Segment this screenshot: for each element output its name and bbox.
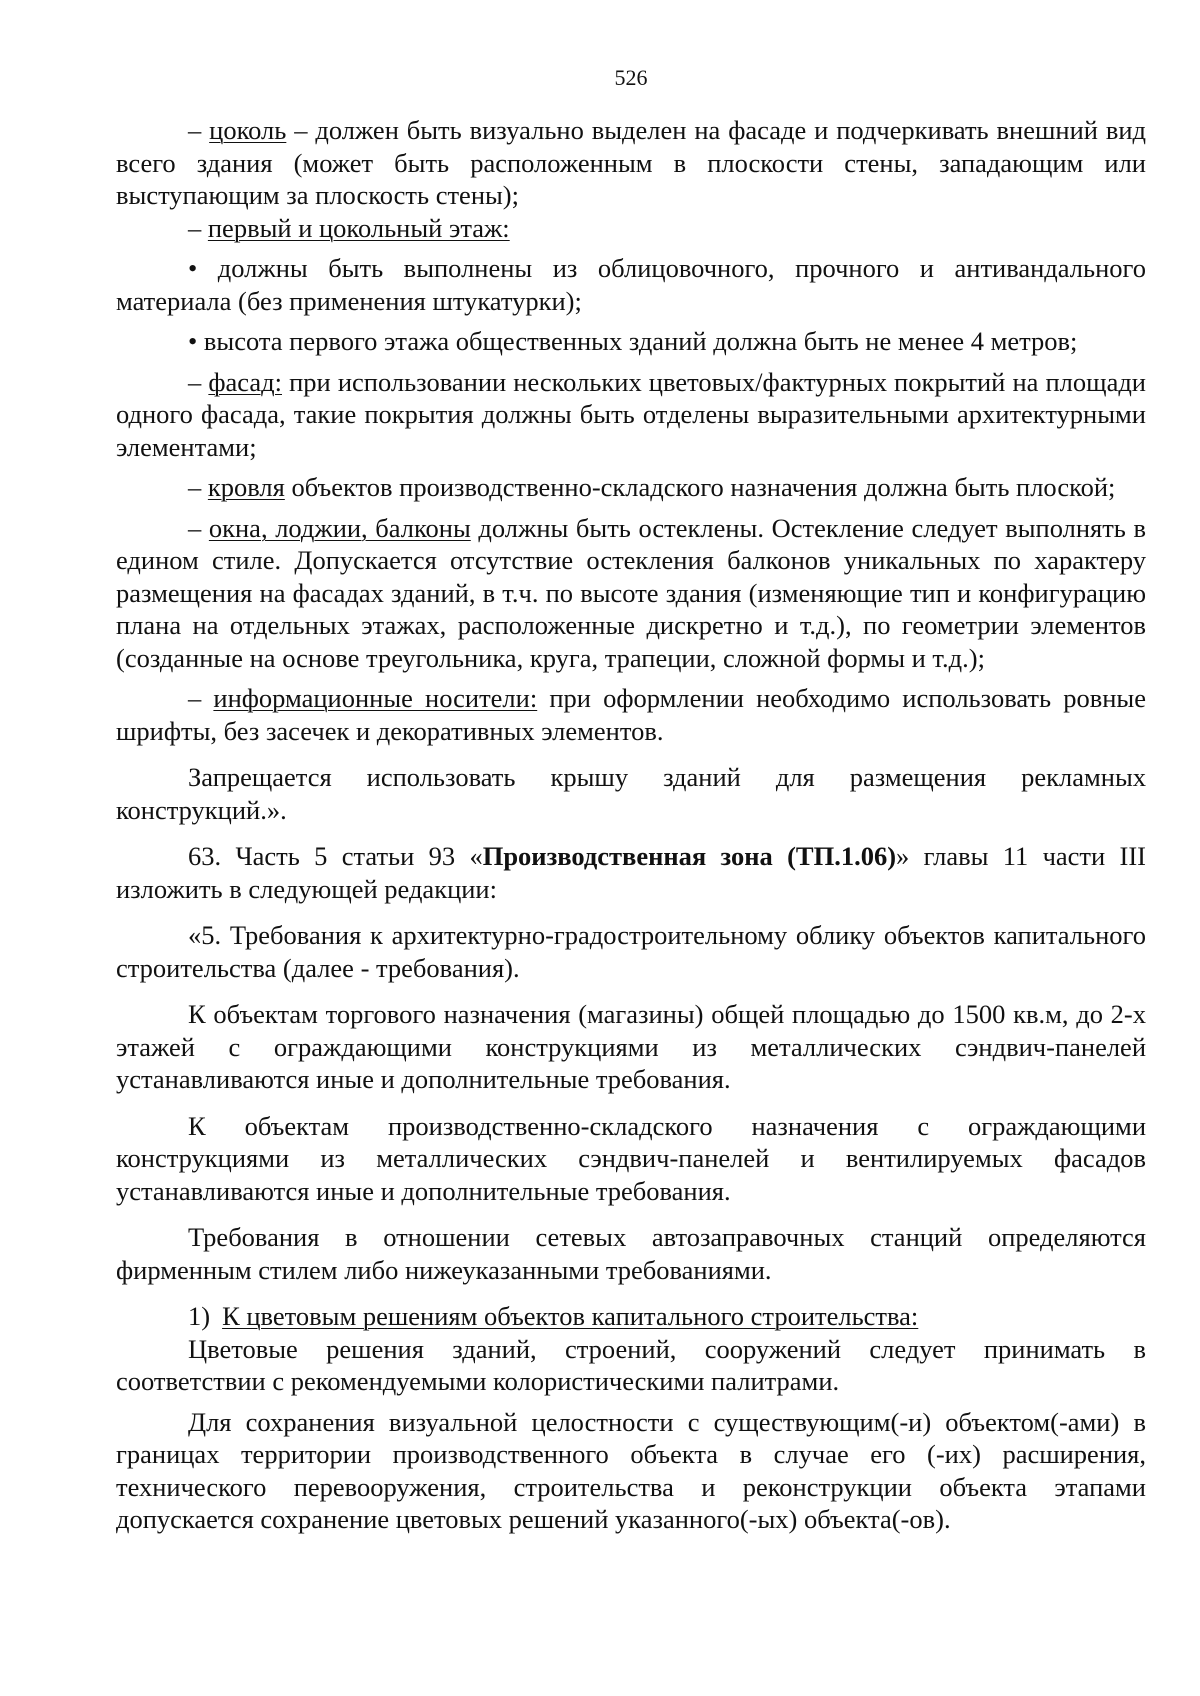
term-roof: кровля	[207, 472, 285, 502]
paragraph-text: должны быть остеклены. Остекление следует выполнять в едином стиле. Допускается отсутствие остекления балконов уникальных по характеру размещения на фасадах зданий, в т.ч. по высоте здания (изменяющие тип и конфигурацию плана на отдельных этажах, расположенные дискретно и т.д.), по геометрии элементов (созданные на основе треугольника, круга, трапеции, сложной формы и т.д.);	[116, 512, 1147, 673]
term-info-carriers: информационные носители:	[213, 683, 538, 713]
paragraph-text: высота первого этажа общественных зданий должна быть не менее 4 метров;	[197, 326, 1078, 356]
paragraph-color-palettes: Цветовые решения зданий, строений, сооружений следует принимать в соответствии с рекомендуемыми колористическими палитрами.	[116, 1333, 1146, 1396]
paragraph-windows	[116, 512, 1146, 675]
paragraph-warehouse-objects: К объектам производственно-складского назначения с ограждающими конструкциями из металлических сэндвич-панелей и вентилируемых фасадов устанавливаются иные и дополнительные требования.	[116, 1110, 1146, 1206]
bullet-icon: •	[188, 326, 198, 356]
paragraph-text: 63. Часть 5 статьи 93 «	[188, 841, 483, 871]
document-page	[116, 64, 1146, 1536]
paragraph-text: объектов производственно-складского назначения должна быть плоской;	[284, 472, 1116, 502]
list-number: 1)	[188, 1301, 211, 1331]
paragraph-text: при оформлении необходимо использовать ровные шрифты, без засечек и декоративных элементов.	[116, 683, 1146, 746]
paragraph-plinth	[116, 114, 1146, 212]
dash: –	[188, 512, 209, 543]
term-plinth: цоколь	[209, 115, 287, 145]
paragraph-facade	[116, 366, 1146, 464]
bullet-item-materials	[116, 252, 1146, 317]
bullet-icon: •	[188, 253, 198, 283]
zone-title: Производственная зона (ТП.1.06)	[482, 841, 897, 871]
term-facade: фасад:	[208, 366, 282, 397]
paragraph-text: – должен быть визуально выделен на фасаде и подчеркивать внешний вид всего здания (может быть расположенным в плоскости стены, западающим или выступающим за плоскость стены);	[116, 115, 1147, 210]
term-first-floor: первый и цокольный этаж:	[207, 212, 510, 243]
paragraph-text: » главы 11 части III изложить в следующей редакции:	[116, 841, 1146, 904]
dash: –	[188, 472, 208, 502]
paragraph-first-floor	[116, 212, 1146, 245]
paragraph-roof	[116, 471, 1146, 504]
paragraph-requirements-5: «5. Требования к архитектурно-градостроительному облику объектов капитального строительства (далее - требования).	[116, 920, 1146, 983]
paragraph-roof-prohibition: Запрещается использовать крышу зданий для размещения рекламных конструкций.».	[116, 762, 1146, 825]
paragraph-text: при использовании нескольких цветовых/фактурных покрытий на площади одного фасада, такие покрытия должны быть отделены выразительными архитектурными элементами;	[116, 366, 1146, 462]
dash: –	[188, 683, 214, 713]
dash: –	[188, 366, 209, 397]
paragraph-text: должны быть выполнены из облицовочного, прочного и антивандального материала (без применения штукатурки);	[116, 253, 1146, 316]
paragraph-visual-integrity: Для сохранения визуальной целостности с существующим(-и) объектом(-ами) в границах территории производственного объекта в случае его (-их) расширения, технического перевооружения, строительства и реконструкции объекта этапами допускается сохранение цветовых решений указанного(-ых) объекта(-ов).	[116, 1406, 1146, 1534]
dash: –	[188, 212, 208, 243]
page-number: 526	[614, 65, 648, 90]
term-windows: окна, лоджии, балконы	[208, 512, 471, 543]
dash: –	[188, 115, 210, 145]
term-color-solutions: К цветовым решениям объектов капитального строительства:	[222, 1301, 919, 1331]
bullet-item-height	[116, 325, 1146, 358]
paragraph-gas-stations: Требования в отношении сетевых автозаправочных станций определяются фирменным стилем либо нижеуказанными требованиями.	[116, 1222, 1146, 1285]
paragraph-info-carriers	[116, 682, 1146, 747]
paragraph-trade-objects: К объектам торгового назначения (магазины) общей площадью до 1500 кв.м, до 2-х этажей с ограждающими конструкциями из металлических сэндвич-панелей устанавливаются иные и дополнительные требования.	[116, 999, 1146, 1094]
list-item-color-solutions	[116, 1300, 1146, 1333]
paragraph-amendment-63	[116, 840, 1146, 905]
